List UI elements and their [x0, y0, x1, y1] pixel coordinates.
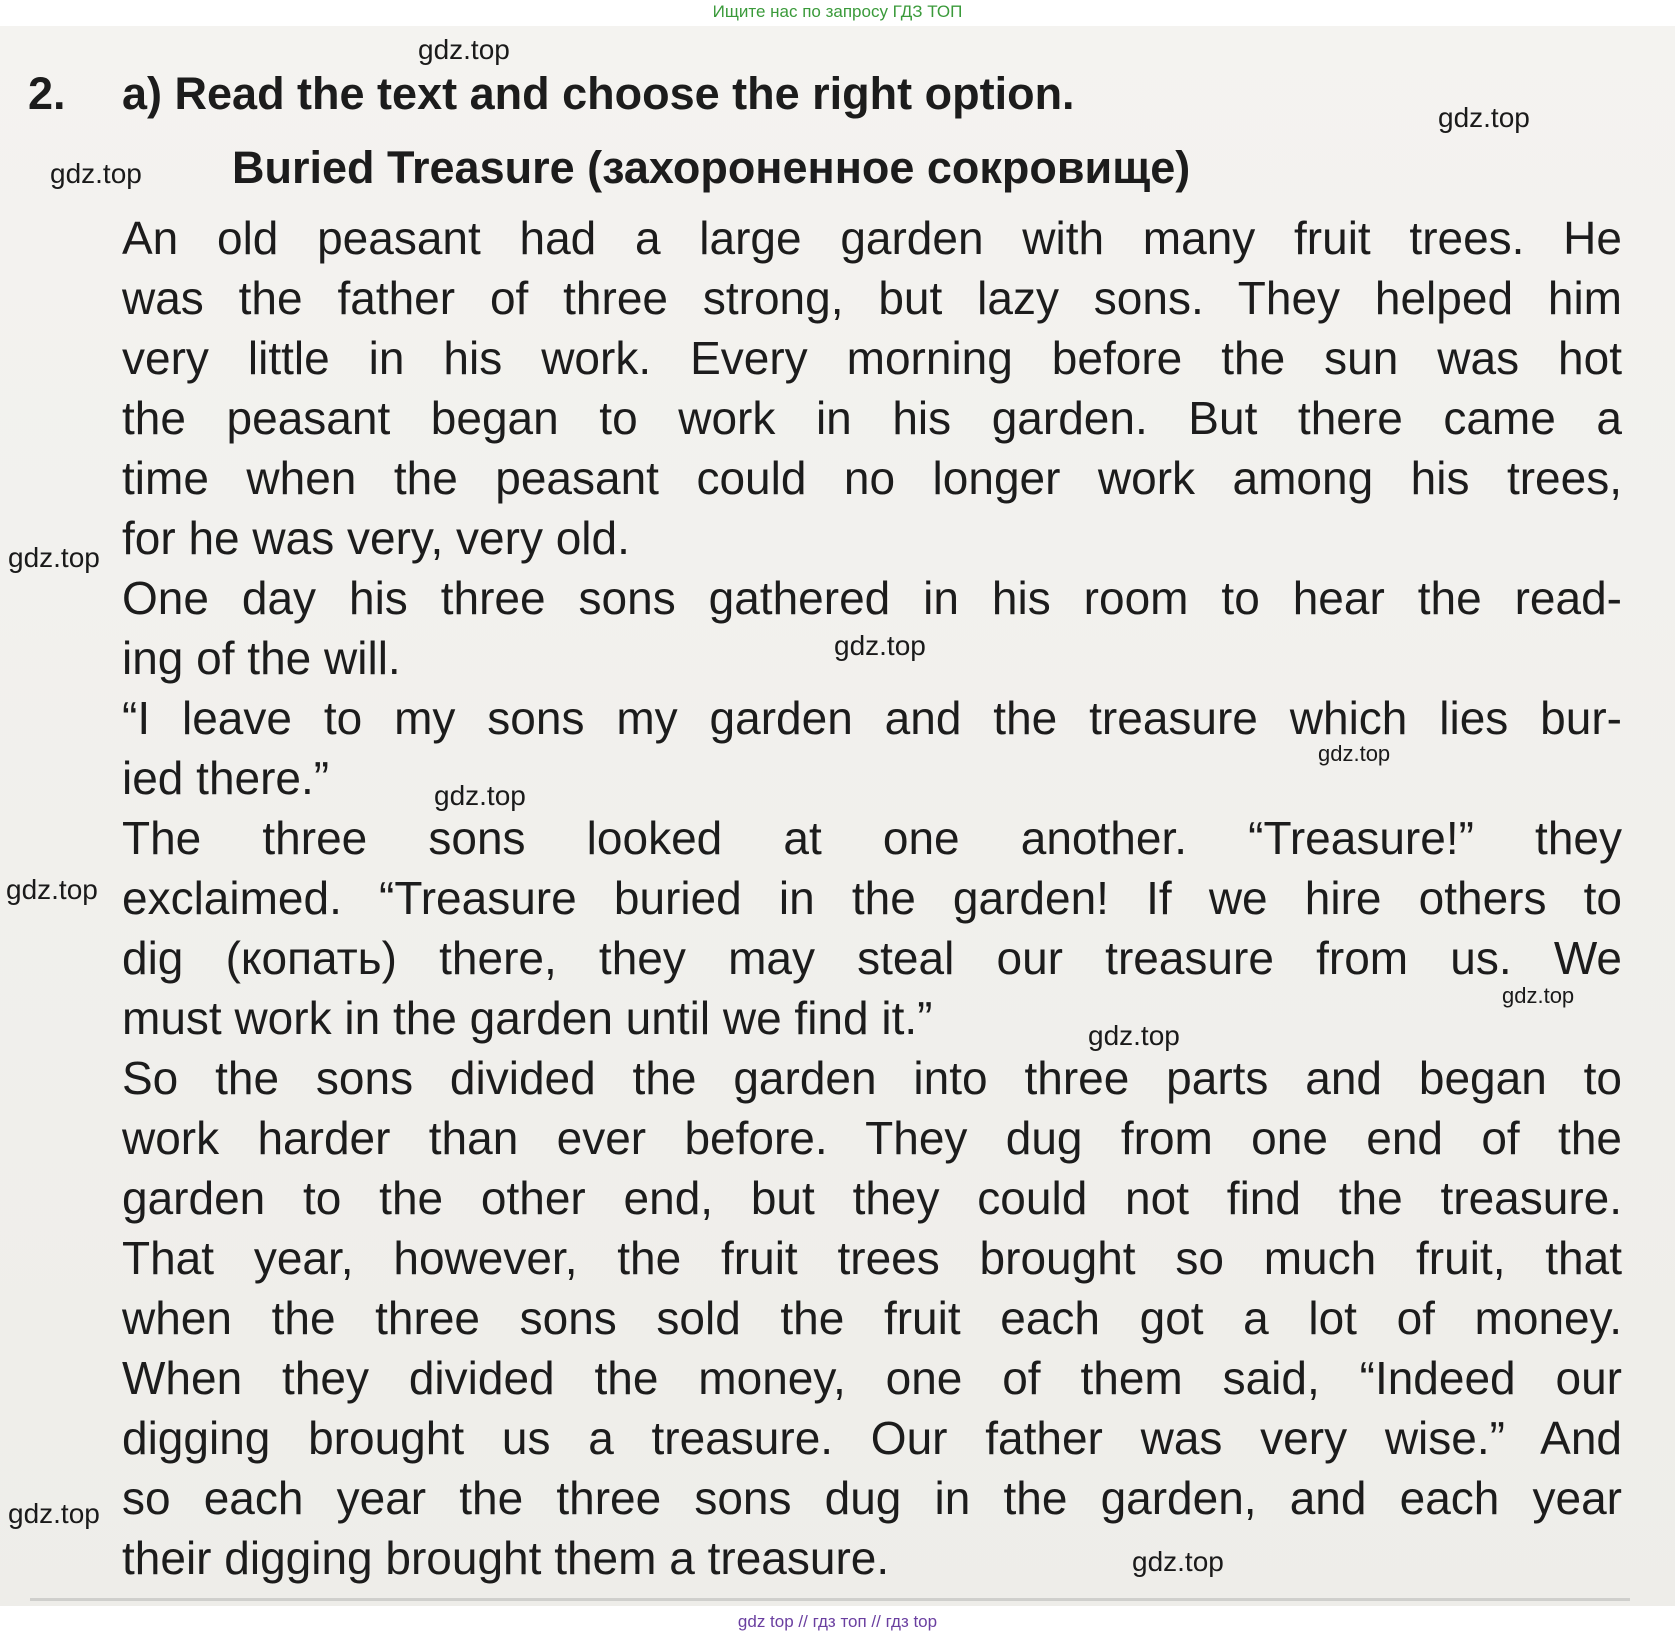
text-line: very little in his work. Every morning before the sun was hot [122, 332, 1622, 384]
story-text [122, 208, 1622, 1588]
top-banner[interactable]: Ищите нас по запросу ГДЗ ТОП [0, 0, 1675, 26]
exercise-number: 2. [28, 68, 66, 119]
text-line: the peasant began to work in his garden. But there came a [122, 392, 1622, 444]
text-line: must work in the garden until we find it.” [122, 992, 933, 1044]
watermark: gdz.top [1132, 1546, 1224, 1577]
text-line: garden to the other end, but they could not find the treasure. [122, 1172, 1622, 1224]
text-line: their digging brought them a treasure. [122, 1532, 890, 1584]
watermark: gdz.top [1088, 1020, 1180, 1051]
watermark: gdz.top [8, 542, 100, 573]
watermark: gdz.top [50, 158, 142, 189]
text-line: ing of the will. [122, 632, 401, 684]
text-line: exclaimed. “Treasure buried in the garden! If we hire others to [122, 872, 1622, 924]
watermark: gdz.top [6, 874, 98, 905]
text-line: work harder than ever before. They dug from one end of the [122, 1112, 1622, 1164]
text-line: so each year the three sons dug in the garden, and each year [122, 1472, 1622, 1524]
text-line: was the father of three strong, but lazy sons. They helped him [122, 272, 1622, 324]
text-line: That year, however, the fruit trees brought so much fruit, that [122, 1232, 1622, 1284]
text-line: digging brought us a treasure. Our father was very wise.” And [122, 1412, 1622, 1464]
text-line: The three sons looked at one another. “Treasure!” they [122, 812, 1622, 864]
text-line: An old peasant had a large garden with many fruit trees. He [122, 212, 1622, 264]
text-line: So the sons divided the garden into three parts and began to [122, 1052, 1622, 1104]
text-line: When they divided the money, one of them said, “Indeed our [122, 1352, 1622, 1404]
page-bottom-rule [30, 1598, 1630, 1601]
watermark: gdz.top [418, 34, 510, 65]
text-line: One day his three sons gathered in his room to hear the read- [122, 572, 1622, 624]
watermark: gdz.top [1502, 983, 1575, 1008]
watermark: gdz.top [834, 630, 926, 661]
watermark: gdz.top [434, 780, 526, 811]
text-line: when the three sons sold the fruit each got a lot of money. [122, 1292, 1622, 1344]
text-line: time when the peasant could no longer work among his trees, [122, 452, 1622, 504]
watermark: gdz.top [1438, 102, 1530, 133]
exercise-instruction: a) Read the text and choose the right option. [122, 68, 1075, 119]
text-line: for he was very, very old. [122, 512, 630, 564]
footer-links[interactable]: gdz top // гдз топ // гдз top [0, 1606, 1675, 1638]
text-line: ied there.” [122, 752, 330, 804]
text-line: “I leave to my sons my garden and the treasure which lies bur- [122, 692, 1622, 744]
watermark: gdz.top [1318, 741, 1391, 766]
text-title: Buried Treasure (захороненное сокровище) [232, 142, 1191, 193]
text-line: dig (копать) there, they may steal our treasure from us. We [122, 932, 1622, 984]
watermark: gdz.top [8, 1498, 100, 1529]
